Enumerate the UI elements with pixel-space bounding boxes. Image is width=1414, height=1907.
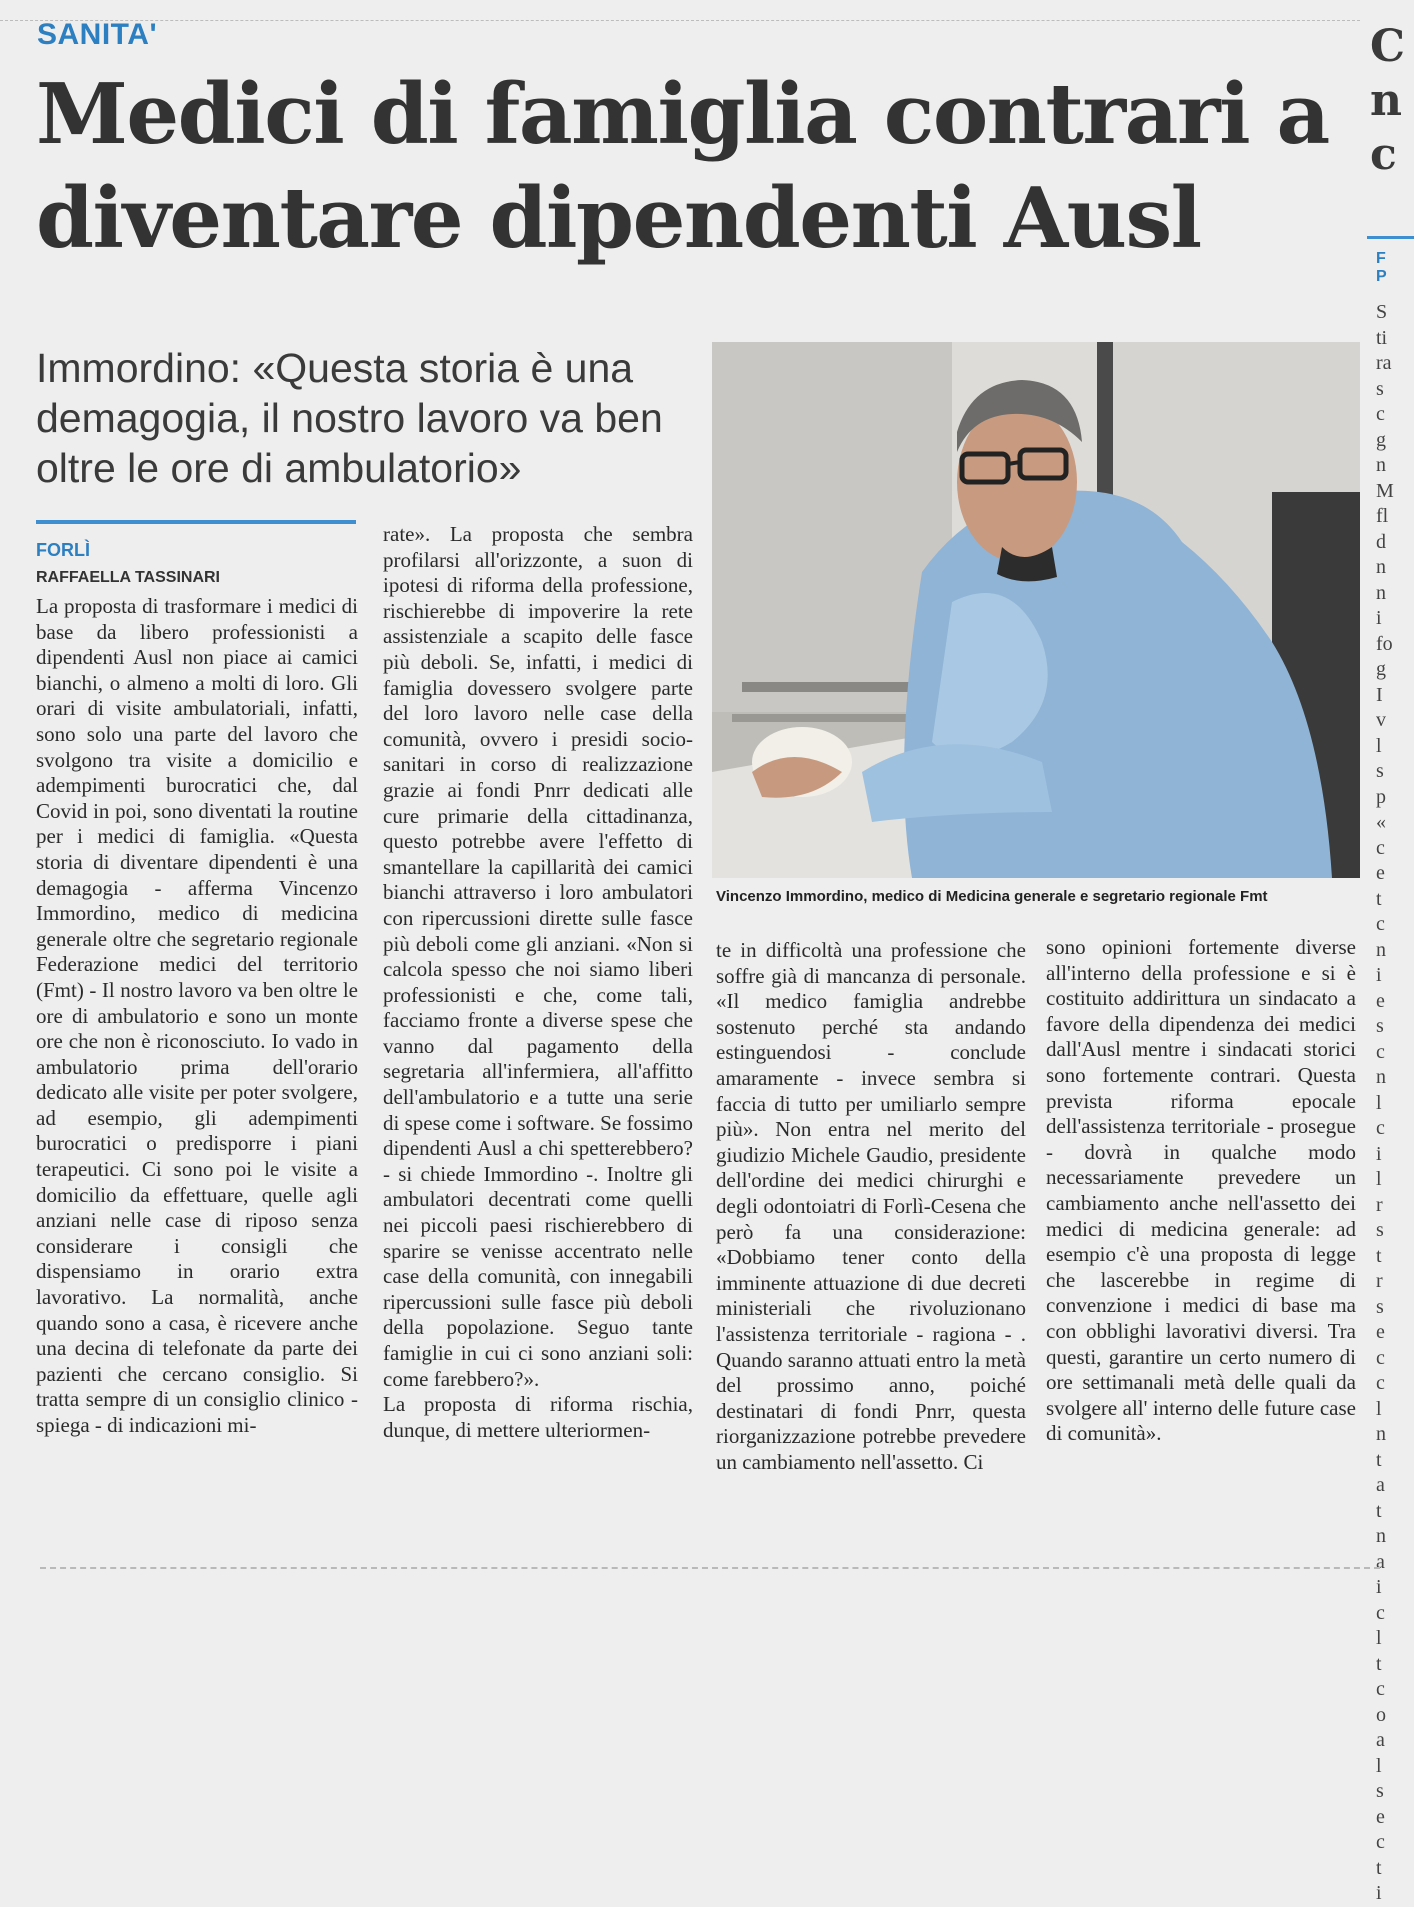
adjacent-article-line: i <box>1376 1576 1382 1598</box>
adjacent-article-line: c <box>1376 1831 1385 1853</box>
dateline: FORLÌ <box>36 540 90 560</box>
adjacent-article-text <box>1376 300 1414 1907</box>
adjacent-article-line: l <box>1376 1091 1382 1114</box>
article-photo <box>712 342 1360 878</box>
adjacent-article-line: c <box>1376 1601 1385 1624</box>
headline: Medici di famiglia contrari a diventare dipendenti Ausl <box>36 65 1329 267</box>
doctor-portrait-image <box>712 342 1360 878</box>
adjacent-article-line: ti <box>1376 326 1388 349</box>
body-paragraph: rate». La proposta che sembra profilarsi all'orizzonte, a suon di ipotesi di riforma della professione, rischierebbe di impoverire la rete assistenziale a scapito delle fasce più deboli. Se, infatti, i medici di famiglia dovessero svolgere parte del loro lavoro nelle case della comunità, ovvero i presidi socio-sanitari in corso di realizzazione grazie ai fondi Pnrr dedicati alle cure primarie della cittadinanza, questo potrebbe avere l'effetto di smantellare la capillarità dei camici bianchi attraverso i loro ambulatori con ripercussioni dirette sulle fasce più deboli come gli anziani. «Non si calcola spesso che noi siamo liberi professionisti e che, come tali, facciamo fronte a diverse spese che vanno dal pagamento della segretaria all'infermiera, all'affitto dell'ambulatorio e a tutte una serie di spese come i software. Se fossimo dipendenti Ausl a chi spetterebbero?- si chiede Immordino -. Inoltre gli ambulatori decentrati come quelli nei piccoli paesi rischierebbero di sparire se venisse accentrato nelle case della comunità, con innegabili ripercussioni sulle fasce più deboli della popolazione. Seguo tante famiglie in cui ci sono anziani soli: come farebbero?». <box>383 522 693 1391</box>
adjacent-article-line: t <box>1376 1652 1382 1675</box>
adjacent-article-line: a <box>1376 1550 1385 1573</box>
adjacent-article-line: S <box>1376 301 1388 323</box>
adjacent-article-line: fo <box>1376 632 1393 655</box>
bottom-rule <box>40 1567 1380 1569</box>
adjacent-article-line: g <box>1376 658 1386 680</box>
adjacent-article-line: l <box>1376 1627 1382 1649</box>
adjacent-article-line: c <box>1376 1117 1385 1139</box>
body-paragraph: sono opinioni fortemente diverse all'interno della professione e si è costituito addirittura un sindacato a favore della dipendenza dei medici dall'Ausl mentre i sindacati storici sono fortemente contrari. Questa prevista riforma epocale dell'assistenza territoriale - prosegue - dovrà in qualche modo necessariamente prevedere un cambiamento anche nell'assetto dei medici di medicina generale: ad esempio c'è una proposta di legge che lascerebbe in regime di convenzione i medici di base ma con obblighi lavorativi diversi. Tra questi, garantire un certo numero di ore settimanali metà delle quali da svolgere all' interno delle future case di comunità». <box>1046 935 1356 1446</box>
adjacent-article-headline: C n c <box>1370 21 1406 180</box>
body-column-3 <box>716 938 1026 1475</box>
adjacent-article-line: v <box>1376 709 1386 731</box>
adjacent-article-line: l <box>1376 1168 1382 1190</box>
adjacent-article-line: n <box>1376 938 1386 961</box>
body-paragraph: La proposta di riforma rischia, dunque, di mettere ulteriormen- <box>383 1392 693 1442</box>
adjacent-article-kicker: F P <box>1376 250 1387 285</box>
adjacent-article-line: i <box>1376 607 1382 629</box>
body-paragraph: te in difficoltà una professione che soffre già di mancanza di personale. «Il medico famiglia andrebbe sostenuto perché sta andando estinguendosi - conclude amaramente - invece sembra si faccia di tutto per umiliarlo sempre più». Non entra nel merito del giudizio Michele Gaudio, presidente dell'ordine dei medici chirurghi e degli odontoiatri di Forlì-Cesena che però fa una considerazione: «Dobbiamo tener conto della imminente attuazione di due decreti ministeriali che rivoluzionano l'assistenza territoriale - ragiona - . Quando saranno attuati entro la metà del prossimo anno, poiché destinatari di fondi Pnrr, questa riorganizzazione potrebbe prevedere un cambiamento nell'assetto. Ci <box>716 938 1026 1474</box>
adjacent-article-line: e <box>1376 989 1385 1012</box>
adjacent-article-line: c <box>1376 403 1385 425</box>
adjacent-article-line: n <box>1376 556 1386 578</box>
adjacent-article-line: g <box>1376 428 1386 451</box>
adjacent-article-line: t <box>1376 1856 1382 1879</box>
divider-rule <box>36 520 356 524</box>
adjacent-article-line: s <box>1376 377 1384 400</box>
adjacent-article-line: fl <box>1376 505 1389 527</box>
adjacent-article-line: t <box>1376 1244 1382 1267</box>
adjacent-article-line: « <box>1376 811 1386 833</box>
byline: RAFFAELLA TASSINARI <box>36 569 220 586</box>
adjacent-article-line: o <box>1376 1703 1386 1726</box>
subheadline: Immordino: «Questa storia è una demagogia, il nostro lavoro va ben oltre le ore di ambulatorio» <box>36 345 663 491</box>
top-rule <box>0 20 1360 21</box>
adjacent-article-line: n <box>1376 454 1386 476</box>
adjacent-article-line: I <box>1376 683 1383 706</box>
adjacent-article-line: ra <box>1376 352 1392 374</box>
adjacent-article-line: c <box>1376 913 1385 935</box>
adjacent-article-line: i <box>1376 964 1382 986</box>
adjacent-article-line: r <box>1376 1270 1383 1292</box>
adjacent-article-line: n <box>1376 581 1386 604</box>
adjacent-article-line: l <box>1376 734 1382 757</box>
adjacent-article-line: c <box>1376 1372 1385 1394</box>
adjacent-article-line: s <box>1376 1219 1384 1241</box>
adjacent-article-line: c <box>1376 836 1385 859</box>
adjacent-article-line: i <box>1376 1882 1382 1904</box>
body-column-1 <box>36 594 358 1439</box>
adjacent-article-line: t <box>1376 1448 1382 1471</box>
adjacent-article-line: p <box>1376 785 1386 808</box>
body-column-2 <box>383 522 693 1443</box>
adjacent-article-rule <box>1367 236 1414 239</box>
adjacent-article-line: a <box>1376 1729 1385 1751</box>
adjacent-article-line: e <box>1376 1321 1385 1343</box>
adjacent-article-line: d <box>1376 530 1386 553</box>
adjacent-article-line: t <box>1376 887 1382 910</box>
section-label: SANITA' <box>37 18 158 51</box>
adjacent-article-line: M <box>1376 479 1394 502</box>
adjacent-article-line: s <box>1376 1015 1384 1037</box>
adjacent-article-line: s <box>1376 760 1384 782</box>
adjacent-article-line: n <box>1376 1423 1386 1445</box>
adjacent-article-line: r <box>1376 1193 1383 1216</box>
body-column-4 <box>1046 935 1356 1447</box>
adjacent-article-line: i <box>1376 1142 1382 1165</box>
adjacent-article-line: s <box>1376 1295 1384 1318</box>
adjacent-article-line: t <box>1376 1499 1382 1522</box>
adjacent-article-line: s <box>1376 1780 1384 1802</box>
photo-caption: Vincenzo Immordino, medico di Medicina generale e segretario regionale Fmt <box>716 888 1268 905</box>
adjacent-article-line: l <box>1376 1754 1382 1777</box>
adjacent-article-line: n <box>1376 1525 1386 1547</box>
adjacent-article-line: c <box>1376 1346 1385 1369</box>
body-paragraph: La proposta di trasformare i medici di base da libero professionisti a dipendenti Ausl non piace ai camici bianchi, o almeno a molti di loro. Gli orari di visite ambulatoriali, infatti, sono solo una parte del lavoro che svolgono tra visite a domicilio e adempimenti burocratici che, dal Covid in poi, sono diventati la routine per i medici di famiglia. «Questa storia di diventare dipendenti è una demagogia - afferma Vincenzo Immordino, medico di medicina generale oltre che segretario regionale Federazione medici del territorio (Fmt) - Il nostro lavoro va ben oltre le ore di ambulatorio e sono un monte ore che non è riconosciuto. Io vado in ambulatorio prima dell'orario dedicato alle visite per poter svolgere, ad esempio, gli adempimenti burocratici o predisporre i piani terapeutici. Ci sono poi le visite a domicilio da effettuare, quelle agli anziani nelle case di riposo senza considerare i consigli che dispensiamo in orario extra lavorativo. La normalità, anche quando sono a casa, è ricevere anche una decina di telefonate da parte dei pazienti che cercano consiglio. Si tratta sempre di un consiglio clinico - spiega - di indicazioni mi- <box>36 594 358 1437</box>
adjacent-article-line: l <box>1376 1397 1382 1420</box>
adjacent-article-line: e <box>1376 1805 1385 1828</box>
adjacent-article-line: c <box>1376 1040 1385 1063</box>
adjacent-article-line: e <box>1376 862 1385 884</box>
adjacent-article-line: a <box>1376 1474 1385 1496</box>
adjacent-article-line: n <box>1376 1066 1386 1088</box>
adjacent-article-line: c <box>1376 1678 1385 1700</box>
